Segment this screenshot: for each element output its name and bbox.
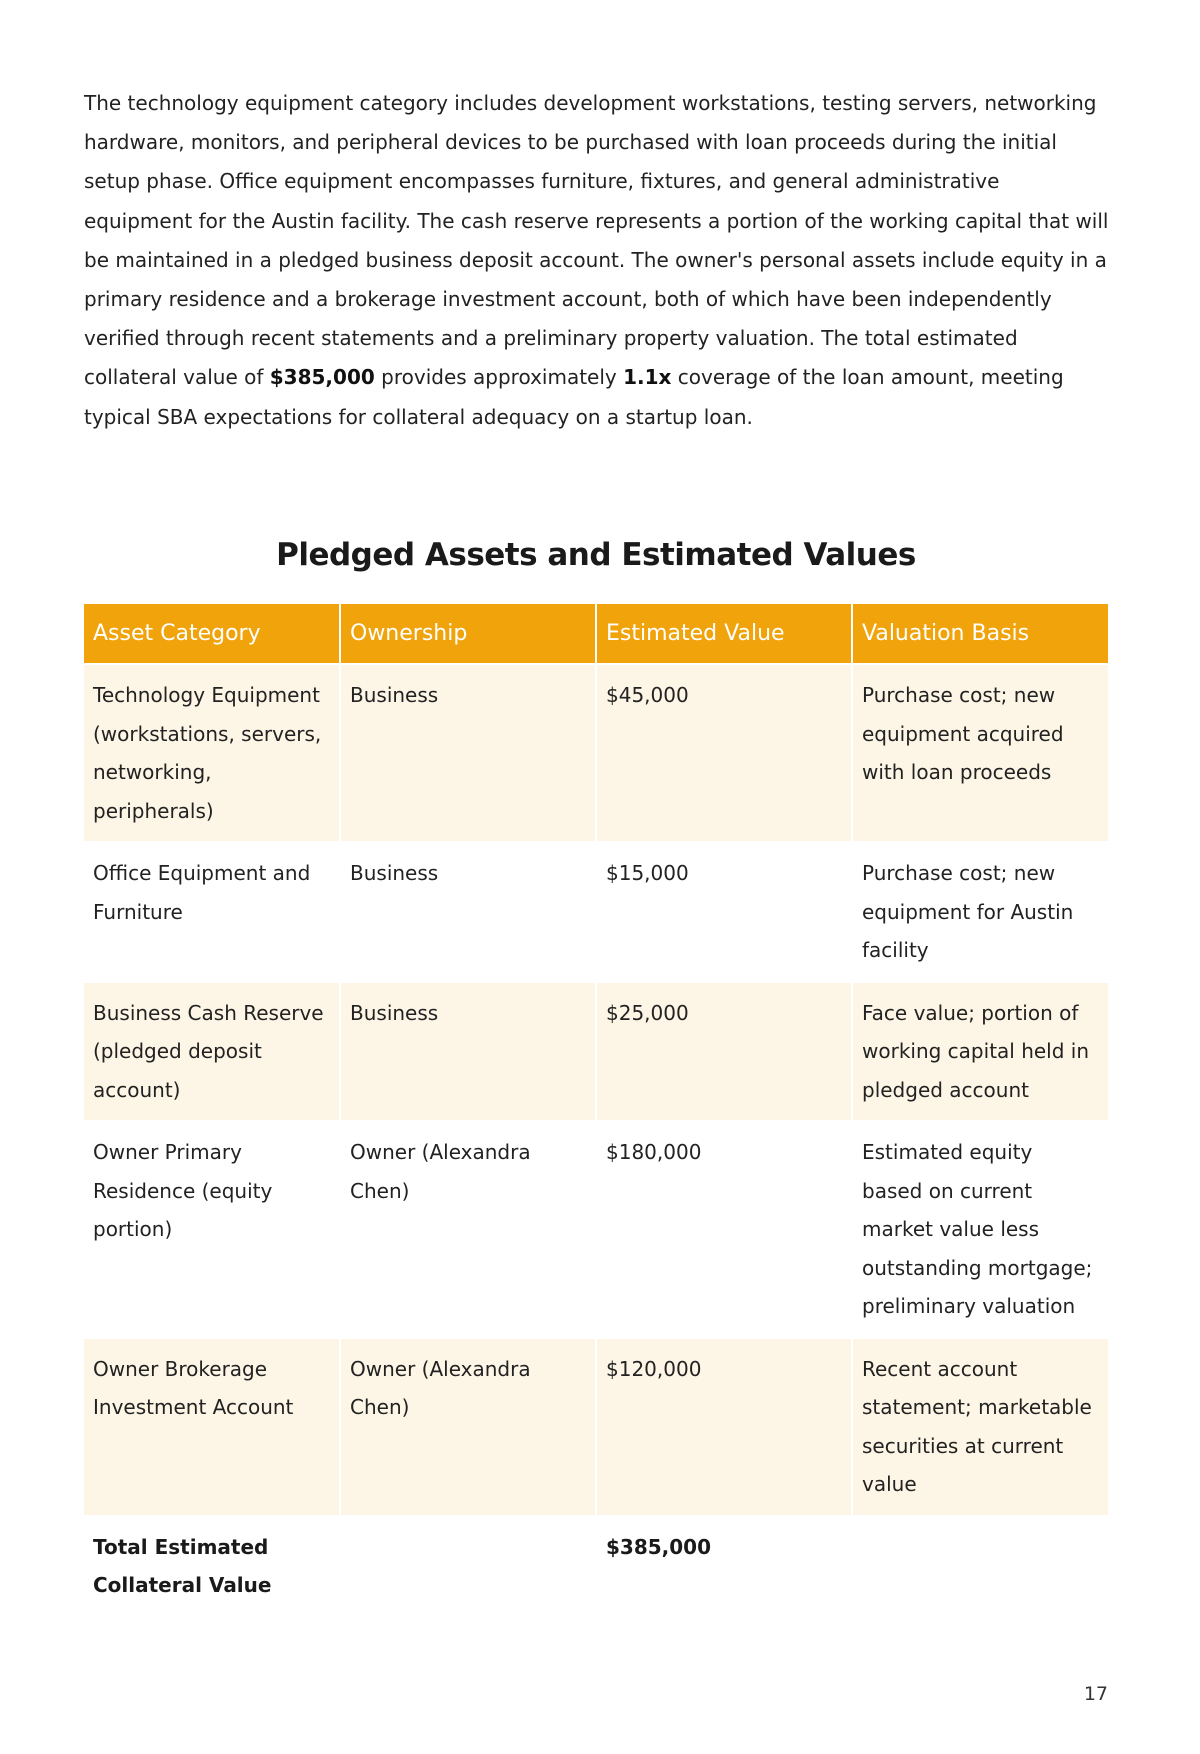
cell-asset-category: Owner Brokerage Investment Account xyxy=(84,1338,340,1516)
intro-text-3: coverage of the loan amount, meeting typical SBA expectations for collateral adequacy on a startup loan. xyxy=(84,365,1064,429)
cell-ownership: Business xyxy=(340,664,596,842)
cell-asset-category: Office Equipment and Furniture xyxy=(84,842,340,982)
table-row xyxy=(84,1338,1108,1516)
table-row xyxy=(84,664,1108,842)
intro-coverage-ratio: 1.1x xyxy=(623,365,672,390)
table-row xyxy=(84,1121,1108,1338)
cell-estimated-value: $45,000 xyxy=(596,664,852,842)
cell-ownership: Owner (Alexandra Chen) xyxy=(340,1338,596,1516)
cell-estimated-value: $180,000 xyxy=(596,1121,852,1338)
table-total-row xyxy=(84,1516,1108,1616)
cell-ownership: Owner (Alexandra Chen) xyxy=(340,1121,596,1338)
column-header-asset-category: Asset Category xyxy=(84,604,340,664)
cell-estimated-value: $15,000 xyxy=(596,842,852,982)
cell-valuation-basis: Recent account statement; marketable securities at current value xyxy=(852,1338,1108,1516)
cell-estimated-value: $120,000 xyxy=(596,1338,852,1516)
intro-text-2: provides approximately xyxy=(374,365,624,390)
cell-valuation-basis: Purchase cost; new equipment acquired with loan proceeds xyxy=(852,664,1108,842)
cell-valuation-basis: Face value; portion of working capital held in pledged account xyxy=(852,982,1108,1122)
cell-valuation-basis: Estimated equity based on current market value less outstanding mortgage; preliminary valuation xyxy=(852,1121,1108,1338)
cell-asset-category: Business Cash Reserve (pledged deposit account) xyxy=(84,982,340,1122)
column-header-ownership: Ownership xyxy=(340,604,596,664)
page-number: 17 xyxy=(1083,1683,1108,1705)
total-basis xyxy=(852,1516,1108,1616)
pledged-assets-table xyxy=(84,604,1108,1616)
intro-total-value: $385,000 xyxy=(269,365,375,390)
column-header-valuation-basis: Valuation Basis xyxy=(852,604,1108,664)
table-row xyxy=(84,842,1108,982)
column-header-estimated-value: Estimated Value xyxy=(596,604,852,664)
intro-paragraph xyxy=(84,84,1114,437)
table-header-row xyxy=(84,604,1108,664)
cell-valuation-basis: Purchase cost; new equipment for Austin facility xyxy=(852,842,1108,982)
total-label: Total Estimated Collateral Value xyxy=(84,1516,340,1616)
cell-ownership: Business xyxy=(340,842,596,982)
cell-asset-category: Owner Primary Residence (equity portion) xyxy=(84,1121,340,1338)
total-ownership xyxy=(340,1516,596,1616)
cell-asset-category: Technology Equipment (workstations, servers, networking, peripherals) xyxy=(84,664,340,842)
table-row xyxy=(84,982,1108,1122)
intro-text-1: The technology equipment category includes development workstations, testing servers, networking hardware, monitors, and peripheral devices to be purchased with loan proceeds during the initial setup phase. Office equipment encompasses furniture, fixtures, and general administrative equipment for the Austin facility. The cash reserve represents a portion of the working capital that will be maintained in a pledged business deposit account. The owner's personal assets include equity in a primary residence and a brokerage investment account, both of which have been independently verified through recent statements and a preliminary property valuation. The total estimated collateral value of xyxy=(84,91,1109,390)
cell-ownership: Business xyxy=(340,982,596,1122)
cell-estimated-value: $25,000 xyxy=(596,982,852,1122)
table-title: Pledged Assets and Estimated Values xyxy=(276,537,916,573)
total-value: $385,000 xyxy=(596,1516,852,1616)
